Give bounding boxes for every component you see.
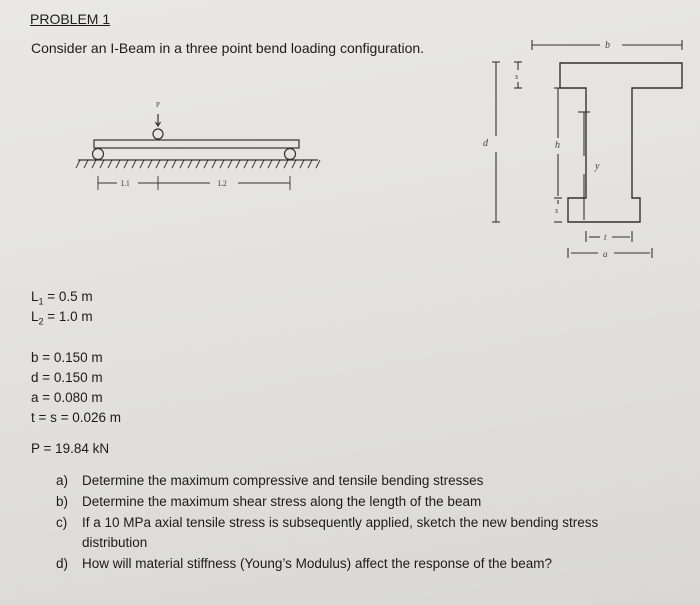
beam-figure [76,101,320,190]
problem-intro: Consider an I-Beam in a three point bend loading configuration. [31,40,425,56]
ibeam-section-figure [483,40,682,259]
load-label: P [156,101,160,109]
span1-label: L1 [121,179,130,188]
left-support [93,149,104,160]
beam-body [94,140,299,148]
h-label: h [555,140,560,151]
question-d-label: d) [56,556,69,571]
s-top-label: s [515,72,519,81]
load-roller [153,129,163,139]
d-label: d [483,138,488,149]
question-c-label: c) [56,515,68,530]
question-c-text-continued: distribution [82,535,148,550]
question-a-label: a) [56,473,69,488]
length-l1: $L_1 = 0.5$ m [31,289,93,307]
dim-d: d = 0.150 m [31,370,103,385]
dim-a: a = 0.080 m [31,390,103,405]
question-a-text: Determine the maximum compressive and tensile bending stresses [82,473,484,488]
problem-title: PROBLEM 1 [30,11,111,27]
length-l2: $L_2 = 1.0$ m [31,309,93,327]
question-c-text: If a 10 MPa axial tensile stress is subsequently applied, sketch the new bending stress [82,515,599,530]
right-support [285,149,296,160]
t-label: t [604,232,607,242]
a-label: a [603,249,608,259]
ground-hatching [76,160,320,168]
question-b-label: b) [56,494,69,509]
dim-t-s: t = s = 0.026 m [31,410,122,425]
span2-label: L2 [218,179,227,188]
s-bottom-label: s [555,206,559,215]
y-label: y [595,161,600,172]
question-d-text: How will material stiffness (Young’s Modulus) affect the response of the beam? [82,556,553,571]
question-b-text: Determine the maximum shear stress along the length of the beam [82,494,482,509]
load-value: P = 19.84 kN [31,441,110,456]
b-label: b [605,40,610,51]
ibeam-outline [560,63,682,222]
dim-b: b = 0.150 m [31,350,103,365]
